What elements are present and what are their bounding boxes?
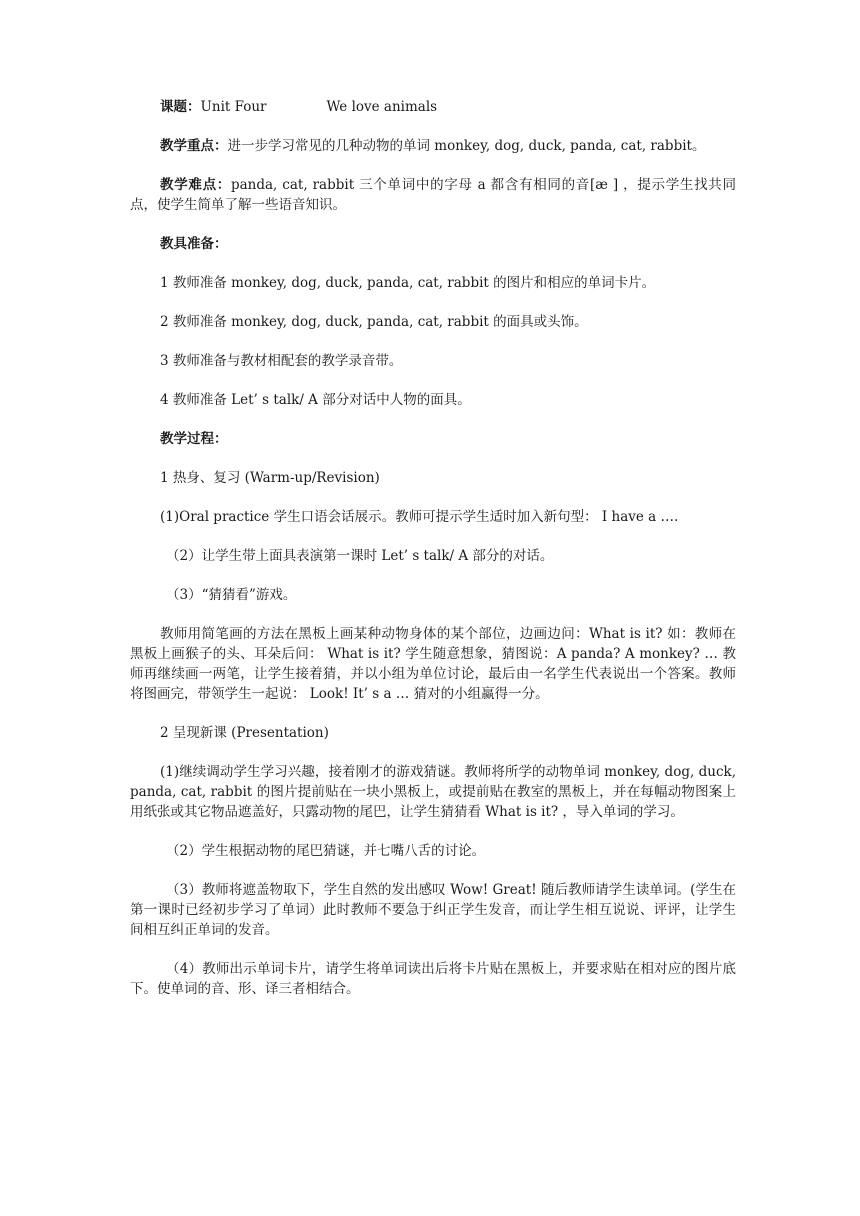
lesson-name: We love animals <box>326 99 438 115</box>
section2-title: 2 呈现新课 (Presentation) <box>160 725 329 741</box>
lesson-title-label: 课题： <box>160 99 201 115</box>
section1-item: (1)Oral practice 学生口语会话展示。教师可提示学生适时加入新句型： I have a …. <box>160 509 679 525</box>
section1-item: （3）“猜猜看”游戏。 <box>166 587 297 603</box>
material-item: 1 教师准备 monkey, dog, duck, panda, cat, rabbit 的图片和相应的单词卡片。 <box>160 275 656 291</box>
section1-title: 1 热身、复习 (Warm-up/Revision) <box>160 470 380 486</box>
difficult-points-label: 教学难点： <box>160 177 231 193</box>
section2-item: （4）教师出示单词卡片，请学生将单词读出后将卡片贴在黑板上，并要求贴在相对应的图片底下。使单词的音、形、译三者相结合。 <box>130 961 736 997</box>
lesson-unit: Unit Four <box>200 99 267 115</box>
difficult-points-text: panda, cat, rabbit 三个单词中的字母 a 都含有相同的音[æ ] ，提示学生找共同点，使学生简单了解一些语音知识。 <box>130 177 737 213</box>
section1-item: 教师用简笔画的方法在黑板上画某种动物身体的某个部位，边画边问：What is it? 如：教师在黑板上画猴子的头、耳朵后问： What is it? 学生随意想象，猜图说：A panda? A monkey? … 教师再继续画一两笔，让学生接着猜，并以小组为单位讨论，最后由一名学生代表说出一个答案。教师将图画完，带领学生一起说： Look! It’ s a … 猜对的小组赢得一分。 <box>130 626 736 702</box>
materials-label: 教具准备： <box>160 236 228 252</box>
key-points <box>130 136 736 156</box>
process-label: 教学过程： <box>160 431 228 447</box>
difficult-points <box>130 175 736 215</box>
section2-item: (1)继续调动学生学习兴趣，接着刚才的游戏猜谜。教师将所学的动物单词 monkey, dog, duck, panda, cat, rabbit 的图片提前贴在一块小黑板上，或提前贴在教室的黑板上，并在每幅动物图案上用纸张或其它物品遮盖好，只露动物的尾巴，让学生猜猜看 What is it? ，导入单词的学习。 <box>130 764 736 820</box>
process-heading <box>130 429 736 449</box>
key-points-label: 教学重点： <box>160 138 228 154</box>
material-item: 3 教师准备与教材相配套的教学录音带。 <box>160 353 403 369</box>
section1-item: （2）让学生带上面具表演第一课时 Let’ s talk/ A 部分的对话。 <box>166 548 554 564</box>
key-points-text: 进一步学习常见的几种动物的单词 monkey, dog, duck, panda, cat, rabbit。 <box>227 138 706 154</box>
materials-heading <box>130 234 736 254</box>
material-item: 2 教师准备 monkey, dog, duck, panda, cat, rabbit 的面具或头饰。 <box>160 314 588 330</box>
lesson-title <box>130 97 736 117</box>
section2-item: （3）教师将遮盖物取下，学生自然的发出感叹 Wow! Great! 随后教师请学生读单词。(学生在第一课时已经初步学习了单词）此时教师不要急于纠正学生发音，而让学生相互说说、评评，让学生间相互纠正单词的发音。 <box>130 882 736 938</box>
section2-item: （2）学生根据动物的尾巴猜谜，并七嘴八舌的讨论。 <box>166 843 486 859</box>
material-item: 4 教师准备 Let’ s talk/ A 部分对话中人物的面具。 <box>160 392 471 408</box>
